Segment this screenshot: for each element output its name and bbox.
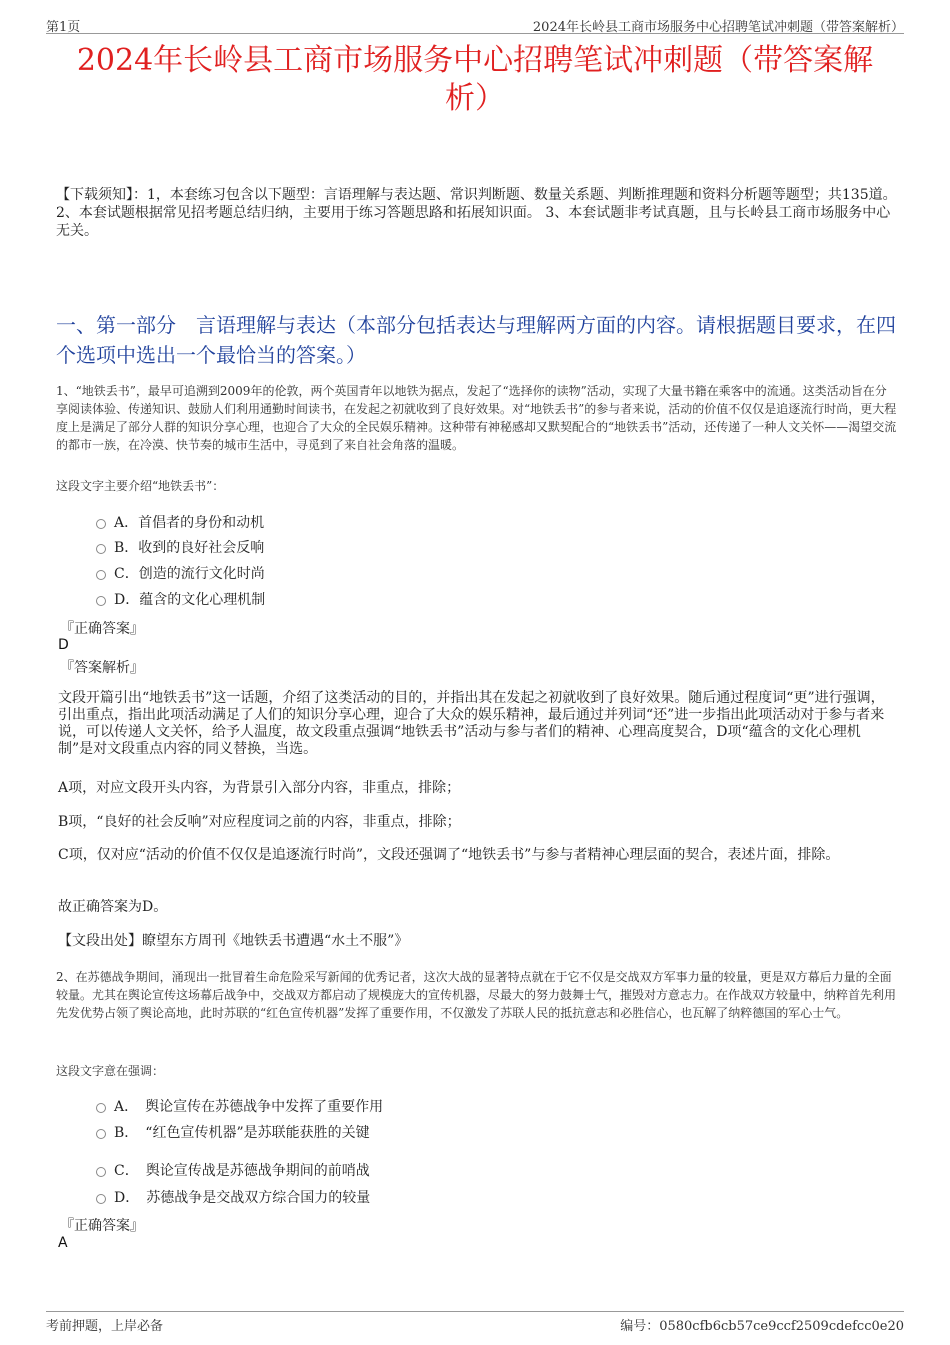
q1-analysis-b: B项，“良好的社会反响”对应程度词之前的内容，非重点，排除； [58, 814, 461, 830]
radio-icon[interactable] [96, 519, 106, 529]
download-notice: 【下载须知】：1，本套练习包含以下题型：言语理解与表达题、常识判断题、数量关系题、判断推理题和资料分析题等题型；共135道。 2、本套试题根据常见招考题总结归纳，主要用于练习答题思路和拓展知识面。 3、本套试题非考试真题，且与长岭县工商市场服务中心无关。 [56, 187, 897, 239]
option-label: D．蕴含的文化心理机制 [114, 592, 266, 608]
radio-icon[interactable] [96, 544, 106, 554]
footer-code: 编号：0580cfb6cb57ce9ccf2509cdefcc0e20 [620, 1319, 904, 1334]
radio-icon[interactable] [96, 1194, 106, 1204]
q1-analysis-c: C项，仅对应“活动的价值不仅仅是追逐流行时尚”，文段还强调了“地铁丢书”与参与者精神心理层面的契合，表述片面，排除。 [58, 847, 840, 863]
option-label: D． 苏德战争是交战双方综合国力的较量 [114, 1190, 371, 1206]
q1-answer-label: 『正确答案』 [60, 621, 144, 637]
radio-icon[interactable] [96, 1167, 106, 1177]
option-label: A．首倡者的身份和动机 [114, 515, 265, 531]
q2-option-b[interactable] [96, 1122, 370, 1142]
q2-answer-label: 『正确答案』 [60, 1218, 144, 1234]
q1-source: 【文段出处】瞭望东方周刊《地铁丢书遭遇“水土不服”》 [58, 933, 409, 949]
q1-answer: D [58, 637, 69, 653]
option-label: B．收到的良好社会反响 [114, 540, 265, 556]
radio-icon[interactable] [96, 570, 106, 580]
option-label: B． “红色宣传机器”是苏联能获胜的关键 [114, 1125, 370, 1141]
q2-option-d[interactable] [96, 1187, 370, 1207]
document-title: 2024年长岭县工商市场服务中心招聘笔试冲刺题（带答案解析） [76, 43, 874, 116]
option-label: A． 舆论宣传在苏德战争中发挥了重要作用 [114, 1099, 384, 1115]
q1-option-c[interactable] [96, 563, 265, 583]
question-2-prompt: 这段文字意在强调： [56, 1064, 165, 1078]
footer-slogan: 考前押题，上岸必备 [46, 1319, 164, 1334]
q1-analysis-conclusion: 故正确答案为D。 [58, 899, 168, 915]
question-1-prompt: 这段文字主要介绍“地铁丢书”： [56, 479, 225, 493]
radio-icon[interactable] [96, 596, 106, 606]
q1-analysis-a: A项，对应文段开头内容，为背景引入部分内容，非重点，排除； [58, 780, 461, 796]
q2-option-a[interactable] [96, 1096, 383, 1116]
q2-option-c[interactable] [96, 1160, 370, 1180]
option-label: C．创造的流行文化时尚 [114, 566, 265, 582]
q1-analysis-main: 文段开篇引出“地铁丢书”这一话题，介绍了这类活动的目的，并指出其在发起之初就收到了良好效果。随后通过程度词“更”进行强调，引出重点，指出此项活动满足了人们的知识分享心理，迎合了大众的娱乐精神，最后通过并列词“还”进一步指出此项活动对于参与者来说，可以传递人文关怀，给予人温度，故文段重点强调“地铁丢书”活动与参与者们的精神、心理高度契合，D项“蕴含的文化心理机制”是对文段重点内容的同义替换，当选。 [58, 690, 885, 757]
section-heading: 一、第一部分 言语理解与表达（本部分包括表达与理解两方面的内容。请根据题目要求，在四个选项中选出一个最恰当的答案。） [56, 313, 896, 367]
q1-analysis-label: 『答案解析』 [60, 660, 144, 676]
q2-answer: A [58, 1235, 68, 1251]
page-header [46, 14, 904, 34]
option-label: C． 舆论宣传战是苏德战争期间的前哨战 [114, 1163, 370, 1179]
page-number: 第1页 [46, 20, 81, 35]
page-footer [46, 1311, 904, 1334]
radio-icon[interactable] [96, 1103, 106, 1113]
radio-icon[interactable] [96, 1129, 106, 1139]
q1-option-a[interactable] [96, 512, 264, 532]
header-doc-title: 2024年长岭县工商市场服务中心招聘笔试冲刺题（带答案解析） [532, 20, 904, 35]
question-1-text: 1、“地铁丢书”，最早可追溯到2009年的伦敦，两个英国青年以地铁为据点，发起了“选择你的读物”活动，实现了大量书籍在乘客中的流通。这类活动旨在分享阅读体验、传递知识、鼓励人们利用通勤时间读书，在发起之初就收到了良好效果。对“地铁丢书”的参与者来说，活动的价值不仅仅是追逐流行时尚，更大程度上是满足了部分人群的知识分享心理，也迎合了大众的全民娱乐精神。这种带有神秘感却又默契配合的“地铁丢书”活动，还传递了一种人文关怀——渴望交流的都市一族，在冷漠、快节奏的城市生活中，寻觅到了来自社会角落的温暖。 [56, 384, 897, 452]
question-2-text: 2、在苏德战争期间，涌现出一批冒着生命危险采写新闻的优秀记者，这次大战的显著特点就在于它不仅是交战双方军事力量的较量，更是双方幕后力量的全面较量。尤其在舆论宣传这场幕后战争中，交战双方都启动了规模庞大的宣传机器，尽最大的努力鼓舞士气，摧毁对方意志力。在作战双方较量中，纳粹首先利用先发优势占领了舆论高地，此时苏联的“红色宣传机器”发挥了重要作用，不仅激发了苏联人民的抵抗意志和必胜信心，也瓦解了纳粹德国的军心士气。 [56, 970, 897, 1020]
q1-option-b[interactable] [96, 537, 264, 557]
q1-option-d[interactable] [96, 589, 265, 609]
